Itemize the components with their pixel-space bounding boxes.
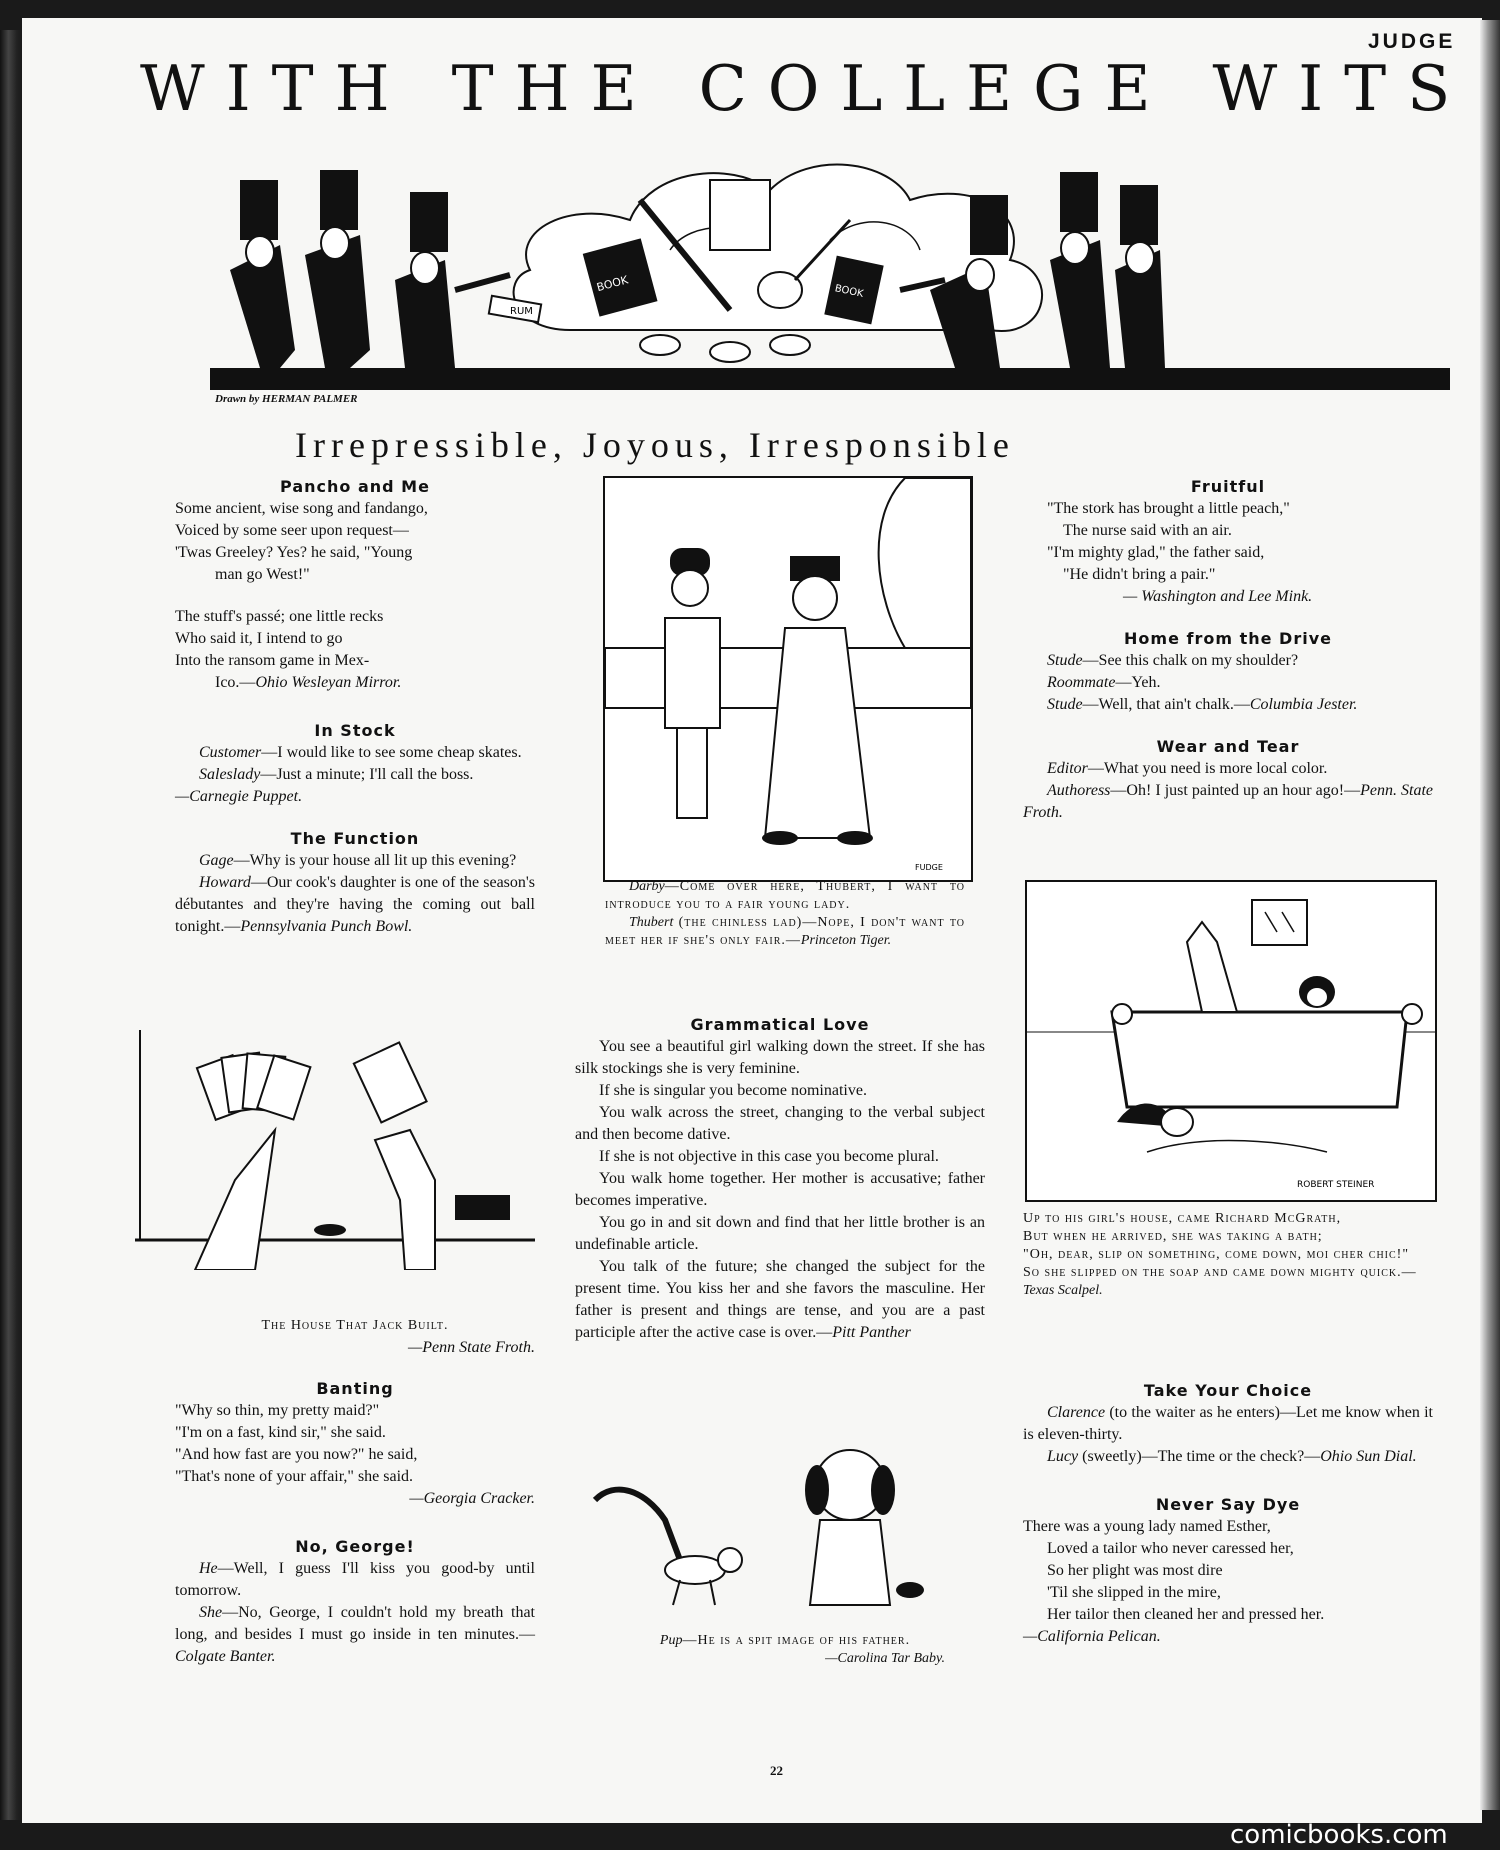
dye-title: Never Say Dye: [1155, 1495, 1301, 1514]
poem-line: "That's none of your affair," she said.: [175, 1468, 414, 1485]
love-source: Pitt Panther: [832, 1324, 911, 1341]
middle-column: [575, 1014, 985, 1344]
george-title: No, George!: [295, 1537, 415, 1556]
bath-caption-line: "Oh, dear, slip on something, come down, moi cher chic!": [1023, 1247, 1410, 1262]
poem-line: There was a young lady named Esther,: [1023, 1518, 1271, 1535]
love-paragraph: You see a beautiful girl walking down the street. If she has silk stockings she is very feminine.: [575, 1038, 985, 1077]
left-column: [175, 476, 535, 938]
love-paragraph: You walk across the street, changing to the verbal subject and then become dative.: [575, 1104, 985, 1143]
bottle-label: RUM: [510, 306, 533, 317]
drive-line: Roommate—Yeh.: [1047, 674, 1161, 691]
poem-line: "I'm on a fast, kind sir," she said.: [175, 1424, 386, 1441]
book-left-label: BOOK: [595, 273, 630, 295]
darby-caption-line: Darby—Come over here, Thubert, I want to introduce you to a fair young lady.: [605, 879, 965, 912]
page-edge: [1480, 20, 1500, 1810]
bath-cartoon-frame: [1025, 880, 1437, 1202]
george-line: He—Well, I guess I'll kiss you good-by until tomorrow.: [175, 1560, 535, 1599]
poem-line: Ico.—Ohio Wesleyan Mirror.: [215, 674, 402, 691]
drive-line: Stude—See this chalk on my shoulder?: [1047, 652, 1299, 669]
banner-illustration: [210, 140, 1450, 400]
right-column: [1023, 476, 1433, 824]
poem-line: The stuff's passé; one little recks: [175, 608, 384, 625]
bath-cartoon: [1027, 882, 1435, 1200]
cards-caption-text: The House That Jack Built.: [261, 1318, 449, 1333]
poem-line: 'Twas Greeley? Yes? he said, "Young: [175, 544, 413, 561]
bath-caption: [1023, 1210, 1433, 1300]
poem-line: So her plight was most dire: [1047, 1562, 1223, 1579]
love-paragraph: You walk home together. Her mother is accusative; father becomes imperative.: [575, 1170, 985, 1209]
stock-line: Customer—I would like to see some cheap skates.: [199, 744, 522, 761]
poem-line: "He didn't bring a pair.": [1063, 566, 1216, 583]
darby-source: Princeton Tiger.: [800, 933, 892, 948]
section-subhead: Irrepressible, Joyous, Irresponsible: [295, 425, 1015, 465]
love-paragraph: You talk of the future; she changed the subject for the present time. You kiss her and she favors the masculine. Her father is present and things are tense, and you are a past participle after the active case is over.—Pitt Panther: [575, 1258, 985, 1341]
poem-line: Loved a tailor who never caressed her,: [1047, 1540, 1294, 1557]
bath-caption-line: But when he arrived, she was taking a bath;: [1023, 1229, 1323, 1244]
george-line: She—No, George, I couldn't hold my breath that long, and besides I must go inside in ten minutes.—Colgate Banter.: [175, 1604, 535, 1665]
darby-cartoon: [605, 478, 971, 880]
pup-caption: [605, 1632, 965, 1668]
left-column-lower: [175, 1378, 535, 1668]
page-number: 22: [770, 1763, 783, 1778]
poem-line: The nurse said with an air.: [1063, 522, 1232, 539]
banting-source: —Georgia Cracker.: [409, 1490, 535, 1507]
pup-illustration: [585, 1440, 965, 1630]
book-right-label: BOOK: [833, 283, 865, 300]
poem-line: Some ancient, wise song and fandango,: [175, 500, 428, 517]
pup-source: —Carolina Tar Baby.: [825, 1651, 945, 1666]
wear-title: Wear and Tear: [1156, 737, 1300, 756]
darby-caption: [605, 878, 965, 950]
poem-line: "Why so thin, my pretty maid?": [175, 1402, 380, 1419]
wear-source: Penn. State Froth.: [1023, 782, 1433, 821]
stock-line: Saleslady—Just a minute; I'll call the boss.: [199, 766, 474, 783]
darby-caption-line: Thubert (the chinless lad)—Nope, I don't want to meet her if she's only fair.—Princeton Tiger.: [605, 915, 965, 948]
function-source: Pennsylvania Punch Bowl.: [240, 918, 413, 935]
love-paragraph: If she is not objective in this case you become plural.: [599, 1148, 939, 1165]
function-title: The Function: [290, 829, 420, 848]
poem-line: Her tailor then cleaned her and pressed her.: [1047, 1606, 1325, 1623]
poem-line: "And how fast are you now?" he said,: [175, 1446, 418, 1463]
watermark: comicbooks.com: [1230, 1820, 1448, 1850]
bath-caption-line: Up to his girl's house, came Richard McGrath,: [1023, 1211, 1342, 1226]
cards-source: —Penn State Froth.: [408, 1339, 535, 1356]
love-title: Grammatical Love: [690, 1015, 870, 1034]
choice-source: Ohio Sun Dial.: [1320, 1448, 1417, 1465]
banting-title: Banting: [316, 1379, 394, 1398]
poem-line: "I'm mighty glad," the father said,: [1047, 544, 1265, 561]
bath-signature: ROBERT STEINER: [1297, 1180, 1375, 1190]
darby-signature: FUDGE: [915, 863, 943, 872]
pancho-title: Pancho and Me: [280, 477, 430, 496]
wear-line: Editor—What you need is more local color.: [1047, 760, 1328, 777]
darby-cartoon-frame: [603, 476, 973, 882]
wear-line: Authoress—Oh! I just painted up an hour ago!—Penn. State Froth.: [1023, 782, 1433, 821]
pancho-source: Ohio Wesleyan Mirror.: [255, 674, 402, 691]
stock-title: In Stock: [314, 721, 396, 740]
drive-title: Home from the Drive: [1124, 629, 1332, 648]
drive-line: Stude—Well, that ain't chalk.—Columbia Jester.: [1047, 696, 1358, 713]
function-line: Howard—Our cook's daughter is one of the season's débutantes and they're having the coming out ball tonight.—Pennsylvania Punch Bowl.: [175, 874, 535, 935]
love-paragraph: You go in and sit down and find that her little brother is an undefinable article.: [575, 1214, 985, 1253]
choice-title: Take Your Choice: [1143, 1381, 1313, 1400]
function-line: Gage—Why is your house all lit up this evening?: [199, 852, 517, 869]
bath-caption-line: So she slipped on the soap and came down mighty quick.—Texas Scalpel.: [1023, 1265, 1417, 1298]
george-source: Colgate Banter.: [175, 1648, 276, 1665]
drive-source: Columbia Jester.: [1249, 696, 1358, 713]
poem-line: Who said it, I intend to go: [175, 630, 343, 647]
dye-source: —California Pelican.: [1023, 1628, 1161, 1645]
choice-line: Lucy (sweetly)—The time or the check?—Ohio Sun Dial.: [1047, 1448, 1417, 1465]
poem-line: Into the ransom game in Mex-: [175, 652, 370, 669]
illustration-credit: Drawn by HERMAN PALMER: [215, 393, 358, 405]
magazine-name: JUDGE: [1368, 30, 1456, 53]
page-headline: WITH THE COLLEGE WITS: [140, 52, 1472, 125]
fruitful-title: Fruitful: [1190, 477, 1266, 496]
bath-source: Texas Scalpel.: [1023, 1283, 1103, 1298]
choice-line: Clarence (to the waiter as he enters)—Let me know when it is eleven-thirty.: [1023, 1404, 1433, 1443]
right-column-lower: [1023, 1380, 1433, 1648]
poem-line: "The stork has brought a little peach,": [1047, 500, 1290, 517]
poem-line: Voiced by some seer upon request—: [175, 522, 409, 539]
pup-caption-line: Pup—He is a spit image of his father.: [659, 1633, 911, 1648]
poem-line: man go West!": [215, 566, 310, 583]
fruitful-source: — Washington and Lee Mink.: [1123, 588, 1313, 605]
cards-illustration: [135, 1030, 535, 1270]
stock-source: —Carnegie Puppet.: [175, 788, 303, 805]
cards-caption: [175, 1314, 535, 1359]
poem-line: 'Til she slipped in the mire,: [1047, 1584, 1221, 1601]
love-paragraph: If she is singular you become nominative.: [599, 1082, 867, 1099]
